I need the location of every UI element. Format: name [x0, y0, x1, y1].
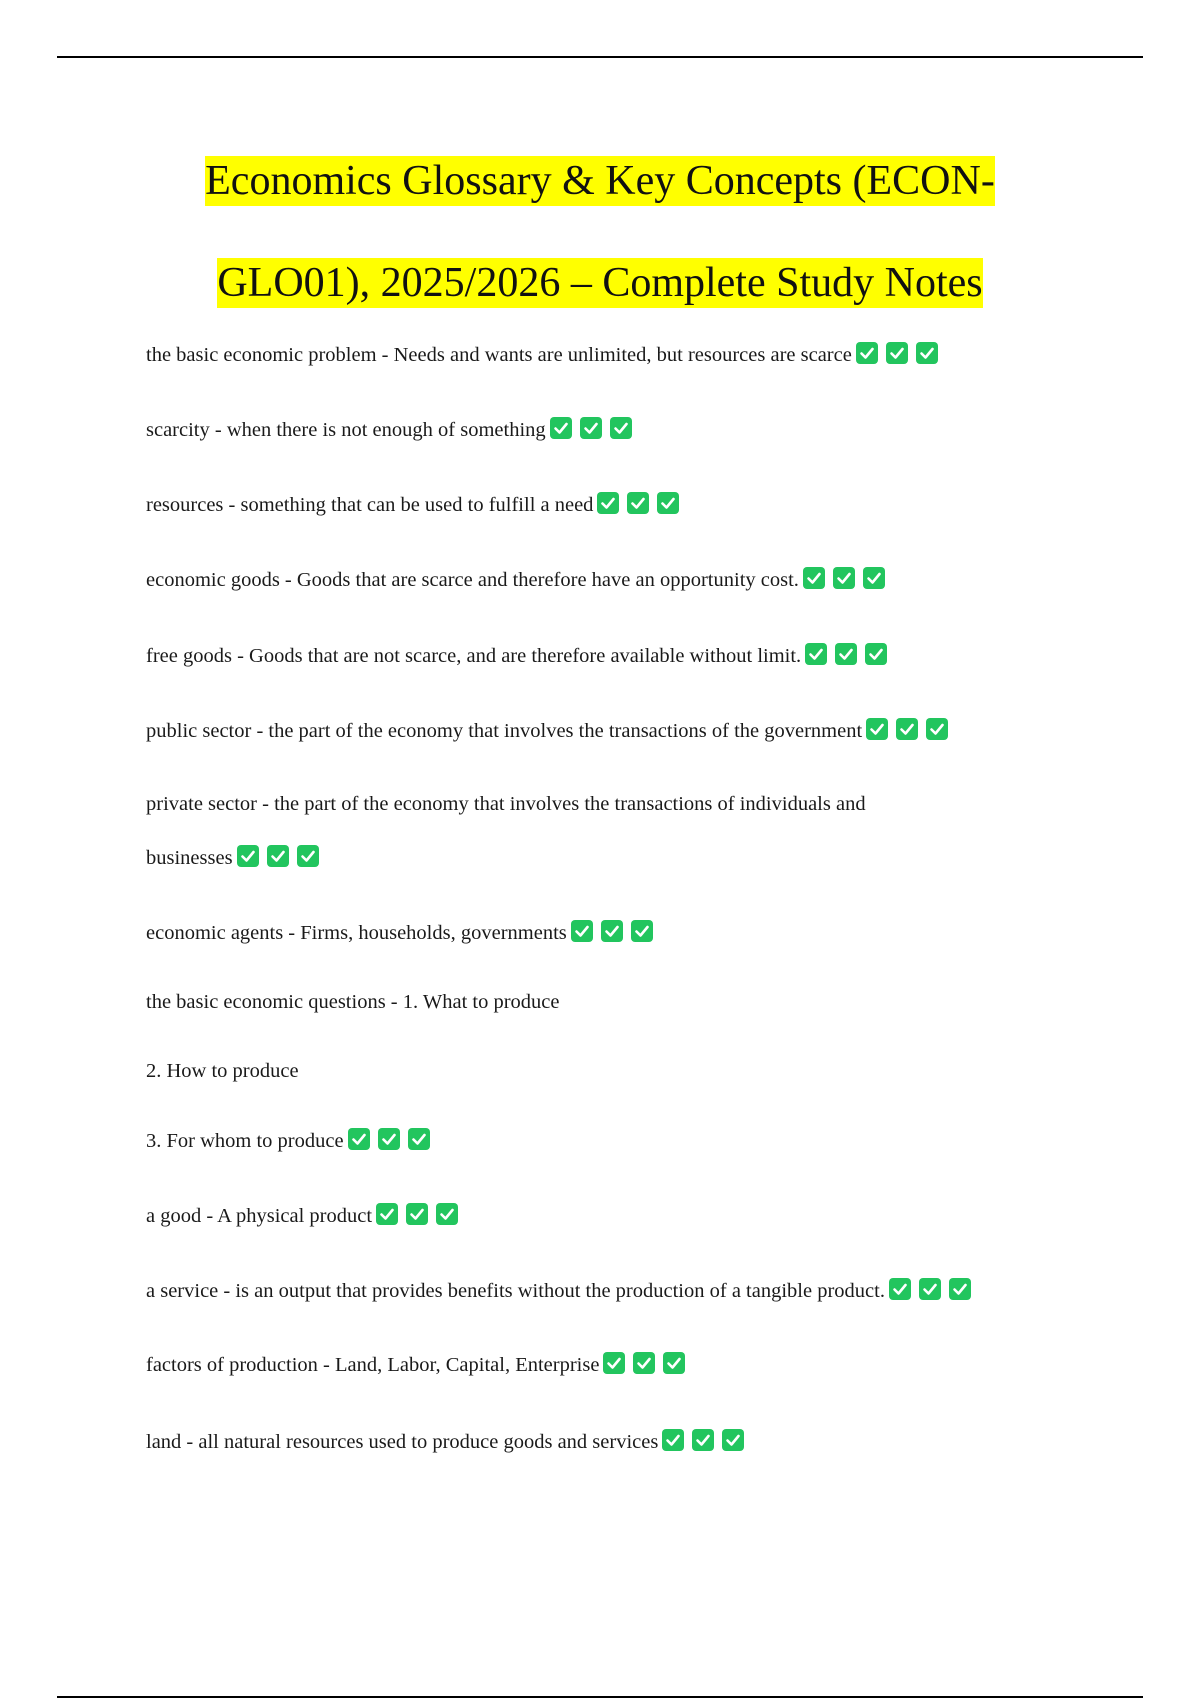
glossary-entry	[146, 328, 1056, 382]
white-check-mark-icon	[833, 567, 855, 589]
glossary-entry	[146, 1264, 1056, 1318]
white-check-mark-icon	[376, 1203, 398, 1225]
title-line-1: Economics Glossary & Key Concepts (ECON-	[205, 158, 995, 204]
white-check-mark-icon	[267, 845, 289, 867]
white-check-mark-icon	[805, 643, 827, 665]
white-check-mark-icon	[919, 1278, 941, 1300]
white-check-mark-icon	[633, 1352, 655, 1374]
glossary-entry-text: scarcity - when there is not enough of something	[146, 419, 546, 441]
glossary-entry-text: a service - is an output that provides benefits without the production of a tangible product.	[146, 1280, 885, 1302]
check-marks	[237, 845, 319, 867]
white-check-mark-icon	[571, 920, 593, 942]
white-check-mark-icon	[348, 1128, 370, 1150]
glossary-entry	[146, 1044, 1056, 1098]
white-check-mark-icon	[436, 1203, 458, 1225]
white-check-mark-icon	[297, 845, 319, 867]
white-check-mark-icon	[663, 1352, 685, 1374]
white-check-mark-icon	[722, 1429, 744, 1451]
glossary-entry-text: 2. How to produce	[146, 1060, 299, 1082]
white-check-mark-icon	[889, 1278, 911, 1300]
white-check-mark-icon	[926, 718, 948, 740]
check-marks	[805, 643, 887, 665]
white-check-mark-icon	[237, 845, 259, 867]
white-check-mark-icon	[550, 417, 572, 439]
glossary-entry-text: 3. For whom to produce	[146, 1130, 344, 1152]
check-marks	[803, 567, 885, 589]
glossary-entry	[146, 1338, 1056, 1392]
check-marks	[597, 492, 679, 514]
white-check-mark-icon	[408, 1128, 430, 1150]
glossary-entry	[146, 553, 1056, 607]
title-line-2: GLO01), 2025/2026 – Complete Study Notes	[217, 260, 983, 306]
white-check-mark-icon	[835, 643, 857, 665]
check-marks	[550, 417, 632, 439]
check-marks	[571, 920, 653, 942]
glossary-entry-text: economic goods - Goods that are scarce and therefore have an opportunity cost.	[146, 569, 799, 591]
white-check-mark-icon	[631, 920, 653, 942]
white-check-mark-icon	[378, 1128, 400, 1150]
white-check-mark-icon	[603, 1352, 625, 1374]
glossary-entry	[146, 975, 1056, 1029]
glossary-entry	[146, 1415, 1056, 1469]
white-check-mark-icon	[662, 1429, 684, 1451]
glossary-entry	[146, 1114, 1056, 1168]
white-check-mark-icon	[856, 342, 878, 364]
white-check-mark-icon	[803, 567, 825, 589]
glossary-entry-text: land - all natural resources used to produce goods and services	[146, 1431, 659, 1453]
glossary-entry-text: factors of production - Land, Labor, Capital, Enterprise	[146, 1354, 600, 1376]
white-check-mark-icon	[863, 567, 885, 589]
white-check-mark-icon	[866, 718, 888, 740]
check-marks	[856, 342, 938, 364]
glossary-entry-text: private sector - the part of the economy that involves the transactions of individuals and	[146, 793, 866, 815]
white-check-mark-icon	[406, 1203, 428, 1225]
white-check-mark-icon	[597, 492, 619, 514]
glossary-entry	[146, 831, 1056, 885]
white-check-mark-icon	[916, 342, 938, 364]
check-marks	[376, 1203, 458, 1225]
white-check-mark-icon	[886, 342, 908, 364]
glossary-entry-text: the basic economic questions - 1. What to produce	[146, 991, 560, 1013]
white-check-mark-icon	[949, 1278, 971, 1300]
glossary-entry-text: public sector - the part of the economy that involves the transactions of the government	[146, 720, 863, 742]
white-check-mark-icon	[580, 417, 602, 439]
glossary-entry	[146, 629, 1056, 683]
glossary-entry	[146, 704, 1056, 758]
glossary-entry-text: businesses	[146, 847, 233, 869]
glossary-entry	[146, 478, 1056, 532]
check-marks	[866, 718, 948, 740]
white-check-mark-icon	[865, 643, 887, 665]
glossary-entry	[146, 403, 1056, 457]
glossary-entry	[146, 1189, 1056, 1243]
white-check-mark-icon	[657, 492, 679, 514]
white-check-mark-icon	[692, 1429, 714, 1451]
check-marks	[603, 1352, 685, 1374]
bottom-rule	[57, 1696, 1143, 1698]
white-check-mark-icon	[601, 920, 623, 942]
white-check-mark-icon	[896, 718, 918, 740]
white-check-mark-icon	[627, 492, 649, 514]
glossary-entry	[146, 777, 1056, 831]
glossary-entry-text: resources - something that can be used to fulfill a need	[146, 494, 594, 516]
check-marks	[348, 1128, 430, 1150]
glossary-entry-text: free goods - Goods that are not scarce, and are therefore available without limit.	[146, 645, 802, 667]
check-marks	[889, 1278, 971, 1300]
check-marks	[662, 1429, 744, 1451]
glossary-entry-text: a good - A physical product	[146, 1205, 373, 1227]
white-check-mark-icon	[610, 417, 632, 439]
glossary-entry-text: economic agents - Firms, households, governments	[146, 922, 567, 944]
glossary-entry-text: the basic economic problem - Needs and wants are unlimited, but resources are scarce	[146, 344, 852, 366]
glossary-entry	[146, 906, 1056, 960]
